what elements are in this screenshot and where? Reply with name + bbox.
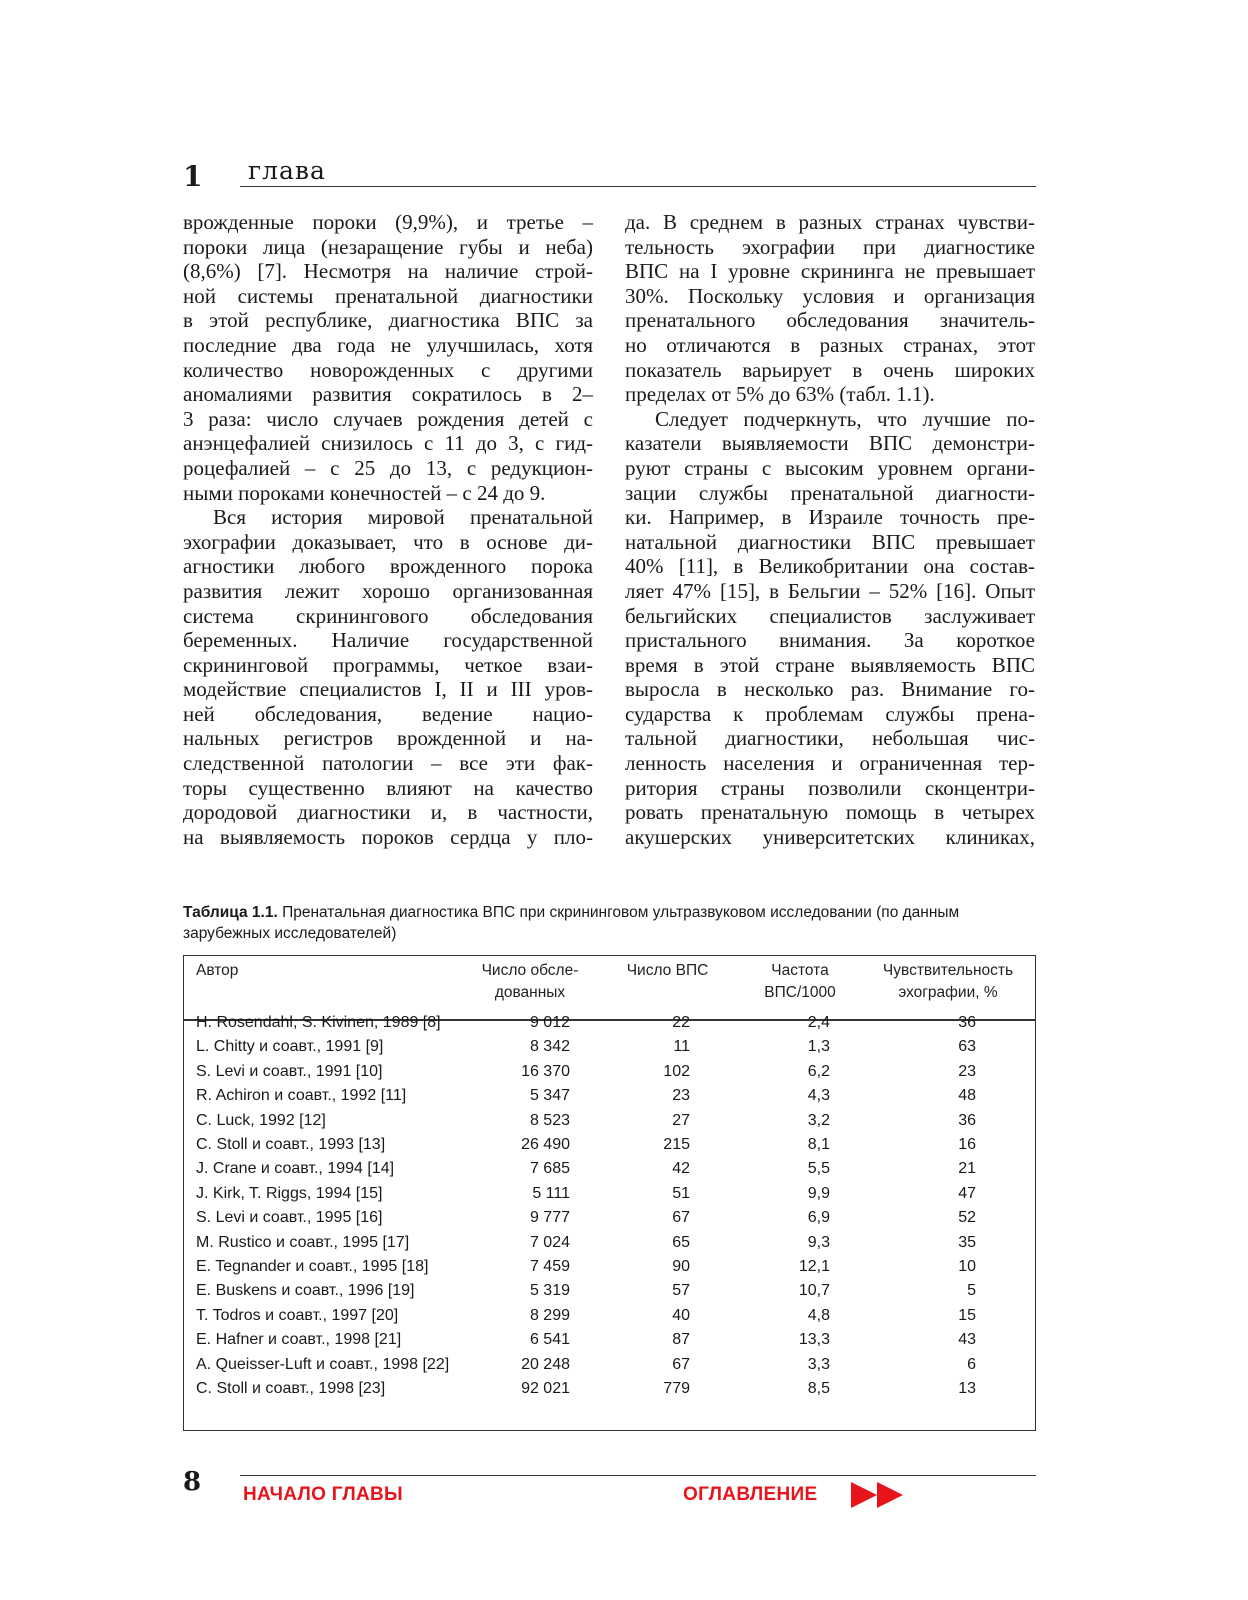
text-line: сударства к проблемам службы прена- — [625, 701, 1035, 726]
table-caption-label: Таблица 1.1. — [183, 904, 278, 921]
cell-frequency: 3,3 — [807, 1355, 830, 1373]
text-line: агностики любого врожденного порока — [183, 554, 593, 579]
table-row — [0, 1258, 1248, 1282]
text-line: последние два года не улучшилась, хотя — [183, 332, 593, 357]
cell-sensitivity: 13 — [958, 1380, 976, 1397]
text-line: время в этой стране выявляемость ВПС — [625, 652, 1035, 677]
text-line: ней обследования, ведение нацио- — [183, 701, 593, 726]
cell-author: C. Luck, 1992 [12] — [196, 1111, 326, 1129]
cell-vps-count: 102 — [663, 1062, 690, 1080]
cell-author: E. Buskens и соавт., 1996 [19] — [196, 1282, 415, 1300]
cell-frequency: 1,3 — [807, 1038, 830, 1056]
cell-examined: 9 012 — [529, 1014, 570, 1031]
cell-author: S. Levi и соавт., 1991 [10] — [196, 1062, 383, 1080]
text-line: (8,6%) [7]. Несмотря на наличие строй- — [183, 259, 593, 284]
text-line: эхографии доказывает, что в основе ди- — [183, 529, 593, 554]
cell-vps-count: 779 — [663, 1380, 690, 1397]
cell-examined: 8 299 — [529, 1306, 570, 1324]
table-row — [0, 1185, 1248, 1209]
cell-vps-count: 215 — [663, 1136, 690, 1153]
table-row — [0, 1136, 1248, 1160]
cell-frequency: 4,3 — [807, 1087, 830, 1105]
table-row — [0, 1038, 1248, 1062]
table-header-vps: Число ВПС — [626, 962, 709, 979]
cell-sensitivity: 43 — [958, 1331, 976, 1349]
cell-sensitivity: 63 — [958, 1038, 976, 1056]
cell-sensitivity: 48 — [958, 1087, 976, 1105]
text-line: тальной диагностики, небольшая чис- — [625, 726, 1035, 751]
table-header-author: Автор — [196, 962, 239, 979]
cell-examined: 20 248 — [521, 1355, 570, 1373]
cell-frequency: 8,5 — [807, 1380, 830, 1397]
text-line: пристального внимания. За короткое — [625, 628, 1035, 653]
cell-sensitivity: 52 — [958, 1209, 976, 1227]
cell-sensitivity: 23 — [958, 1062, 976, 1080]
table-of-contents-link[interactable]: ОГЛАВЛЕНИЕ — [683, 1484, 818, 1505]
text-column-right — [625, 210, 1035, 849]
table-header-frequency — [735, 960, 865, 1004]
text-line: нальных регистров врожденной и на- — [183, 726, 593, 751]
text-line: пороки лица (незаращение губы и неба) — [183, 234, 593, 259]
cell-frequency: 8,1 — [807, 1136, 830, 1153]
text-line: ВПС на I уровне скрининга не превышает — [625, 259, 1035, 284]
cell-frequency: 9,3 — [807, 1233, 830, 1251]
cell-author: C. Stoll и соавт., 1998 [23] — [196, 1380, 386, 1397]
text-line: акушерских университетских клиниках, — [625, 824, 1035, 849]
cell-examined: 8 342 — [529, 1038, 570, 1056]
table-header-frequency-line1: Частота — [771, 962, 829, 979]
cell-sensitivity: 5 — [967, 1282, 976, 1300]
cell-examined: 8 523 — [529, 1111, 570, 1129]
cell-sensitivity: 6 — [967, 1355, 976, 1373]
cell-vps-count: 57 — [672, 1282, 690, 1300]
cell-vps-count: 67 — [672, 1209, 690, 1227]
text-line: ной системы пренатальной диагностики — [183, 283, 593, 308]
cell-frequency: 9,9 — [807, 1184, 830, 1202]
text-line: тельность эхографии при диагностике — [625, 234, 1035, 259]
cell-examined: 9 777 — [529, 1209, 570, 1227]
cell-frequency: 3,2 — [807, 1111, 830, 1129]
text-line: казатели выявляемости ВПС демонстри- — [625, 431, 1035, 456]
text-line: ки. Например, в Израиле точность пре- — [625, 505, 1035, 530]
text-line: в этой республике, диагностика ВПС за — [183, 308, 593, 333]
cell-vps-count: 90 — [672, 1258, 690, 1275]
text-line: Вся история мировой пренатальной — [213, 505, 593, 530]
cell-author: E. Tegnander и соавт., 1995 [18] — [196, 1258, 429, 1275]
text-line: скрининговой программы, четкое взаи- — [183, 652, 593, 677]
table-row — [0, 1234, 1248, 1258]
cell-author: H. Rosendahl, S. Kivinen, 1989 [8] — [196, 1014, 441, 1031]
cell-sensitivity: 15 — [958, 1306, 976, 1324]
text-line: врожденные пороки (9,9%), и третье – — [183, 210, 593, 234]
table-header-sensitivity — [868, 960, 1028, 1004]
cell-sensitivity: 21 — [958, 1160, 976, 1178]
text-line: показатель варьирует в очень широких — [625, 357, 1035, 382]
text-line: беременных. Наличие государственной — [183, 628, 593, 653]
cell-frequency: 10,7 — [798, 1282, 830, 1300]
table-header-examined-line1: Число обсле- — [481, 962, 579, 979]
cell-examined: 16 370 — [521, 1062, 570, 1080]
text-line: роцефалией – с 25 до 13, с редукцион- — [183, 455, 593, 480]
text-line: Следует подчеркнуть, что лучшие по- — [655, 406, 1035, 431]
text-line: аномалиями развития сократилось в 2– — [183, 382, 593, 407]
cell-sensitivity: 35 — [958, 1233, 976, 1251]
text-line: ровать пренатальную помощь в четырех — [625, 800, 1035, 825]
text-line: выросла в несколько раз. Внимание го- — [625, 677, 1035, 702]
table-caption — [183, 902, 1043, 944]
cell-sensitivity: 47 — [958, 1184, 976, 1202]
cell-author: S. Levi и соавт., 1995 [16] — [196, 1209, 383, 1227]
cell-examined: 5 347 — [529, 1087, 570, 1105]
table-caption-text: Пренатальная диагностика ВПС при скрининговом ультразвуковом исследовании (по данным зарубежных исследователей) — [183, 904, 960, 942]
text-line: развития лежит хорошо организованная — [183, 578, 593, 603]
text-line: да. В среднем в разных странах чувстви- — [625, 210, 1035, 234]
text-line: 40% [11], в Великобритании она состав- — [625, 554, 1035, 579]
page-number: 8 — [183, 1467, 202, 1497]
cell-frequency: 6,2 — [807, 1062, 830, 1080]
cell-frequency: 12,1 — [798, 1258, 830, 1275]
cell-author: L. Chitty и соавт., 1991 [9] — [196, 1038, 384, 1056]
cell-frequency: 4,8 — [807, 1306, 830, 1324]
cell-frequency: 5,5 — [807, 1160, 830, 1178]
cell-vps-count: 40 — [672, 1306, 690, 1324]
text-line: ленность населения и ограниченная тер- — [625, 751, 1035, 776]
table-header-sensitivity-line2: эхографии, % — [898, 984, 998, 1001]
text-line: руют страны с высоким уровнем органи- — [625, 455, 1035, 480]
table-row — [0, 1380, 1248, 1404]
cell-author: J. Kirk, T. Riggs, 1994 [15] — [196, 1184, 383, 1202]
text-line: дородовой диагностики и, в частности, — [183, 800, 593, 825]
cell-sensitivity: 36 — [958, 1014, 976, 1031]
text-line: зации службы пренатальной диагности- — [625, 480, 1035, 505]
cell-author: E. Hafner и соавт., 1998 [21] — [196, 1331, 402, 1349]
cell-examined: 6 541 — [529, 1331, 570, 1349]
text-line: бельгийских специалистов заслуживает — [625, 603, 1035, 628]
table-row — [0, 1307, 1248, 1331]
table-row — [0, 1331, 1248, 1355]
text-line: пределах от 5% до 63% (табл. 1.1). — [625, 382, 935, 407]
text-line: анэнцефалией снизилось с 11 до 3, с гид- — [183, 431, 593, 456]
cell-author: A. Queisser-Luft и соавт., 1998 [22] — [196, 1355, 450, 1373]
table-row — [0, 1209, 1248, 1233]
cell-vps-count: 23 — [672, 1087, 690, 1105]
cell-vps-count: 65 — [672, 1233, 690, 1251]
text-line: на выявляемость пороков сердца у пло- — [183, 824, 593, 849]
table-header-examined — [460, 960, 600, 1004]
cell-sensitivity: 16 — [958, 1136, 976, 1153]
cell-frequency: 2,4 — [807, 1014, 830, 1031]
cell-author: T. Todros и соавт., 1997 [20] — [196, 1306, 399, 1324]
text-line: система скринингового обследования — [183, 603, 593, 628]
cell-sensitivity: 10 — [958, 1258, 976, 1275]
text-line: ляет 47% [15], в Бельгии – 52% [16]. Опыт — [625, 578, 1035, 603]
cell-examined: 7 685 — [529, 1160, 570, 1178]
table-row — [0, 1112, 1248, 1136]
text-line: следственной патологии – все эти фак- — [183, 751, 593, 776]
cell-frequency: 6,9 — [807, 1209, 830, 1227]
cell-vps-count: 42 — [672, 1160, 690, 1178]
text-line: модействие специалистов I, II и III уров- — [183, 677, 593, 702]
table-row — [0, 1356, 1248, 1380]
chapter-number: 1 — [183, 160, 203, 193]
chapter-label: глава — [248, 156, 326, 185]
cell-examined: 26 490 — [521, 1136, 570, 1153]
table-header-examined-line2: дованных — [494, 984, 566, 1001]
cell-vps-count: 67 — [672, 1355, 690, 1373]
cell-examined: 92 021 — [521, 1380, 570, 1397]
cell-author: M. Rustico и соавт., 1995 [17] — [196, 1233, 410, 1251]
text-line: торы существенно влияют на качество — [183, 775, 593, 800]
header-rule — [240, 186, 1036, 187]
cell-examined: 5 111 — [532, 1184, 570, 1202]
text-line: натальной диагностики ВПС превышает — [625, 529, 1035, 554]
cell-sensitivity: 36 — [958, 1111, 976, 1129]
double-arrow-right-icon[interactable] — [851, 1480, 911, 1510]
cell-vps-count: 27 — [672, 1111, 690, 1129]
cell-author: J. Crane и соавт., 1994 [14] — [196, 1160, 395, 1178]
table-row — [0, 1282, 1248, 1306]
cell-vps-count: 51 — [672, 1184, 690, 1202]
text-line: ритория страны позволили сконцентри- — [625, 775, 1035, 800]
cell-examined: 5 319 — [529, 1282, 570, 1300]
text-column-left — [183, 210, 593, 849]
text-line: 30%. Поскольку условия и организация — [625, 283, 1035, 308]
cell-author: R. Achiron и соавт., 1992 [11] — [196, 1087, 407, 1105]
table-row — [0, 1087, 1248, 1111]
table-row — [0, 1063, 1248, 1087]
cell-vps-count: 22 — [672, 1014, 690, 1031]
text-line: 3 раза: число случаев рождения детей с — [183, 406, 593, 431]
cell-vps-count: 11 — [673, 1038, 690, 1056]
cell-examined: 7 024 — [529, 1233, 570, 1251]
table-header-sensitivity-line1: Чувствительность — [882, 962, 1014, 979]
text-line: пренатального обследования значитель- — [625, 308, 1035, 333]
cell-author: C. Stoll и соавт., 1993 [13] — [196, 1136, 386, 1153]
text-line: ными пороками конечностей – с 24 до 9. — [183, 480, 546, 505]
table-header-frequency-line2: ВПС/1000 — [764, 984, 836, 1001]
text-line: количество новорожденных с другими — [183, 357, 593, 382]
footer-rule — [240, 1475, 1036, 1476]
cell-vps-count: 87 — [672, 1331, 690, 1349]
cell-examined: 7 459 — [529, 1258, 570, 1275]
chapter-start-link[interactable]: НАЧАЛО ГЛАВЫ — [243, 1484, 403, 1505]
table-row — [0, 1160, 1248, 1184]
cell-frequency: 13,3 — [798, 1331, 830, 1349]
text-line: но отличаются в разных странах, этот — [625, 332, 1035, 357]
table-row — [0, 1014, 1248, 1038]
